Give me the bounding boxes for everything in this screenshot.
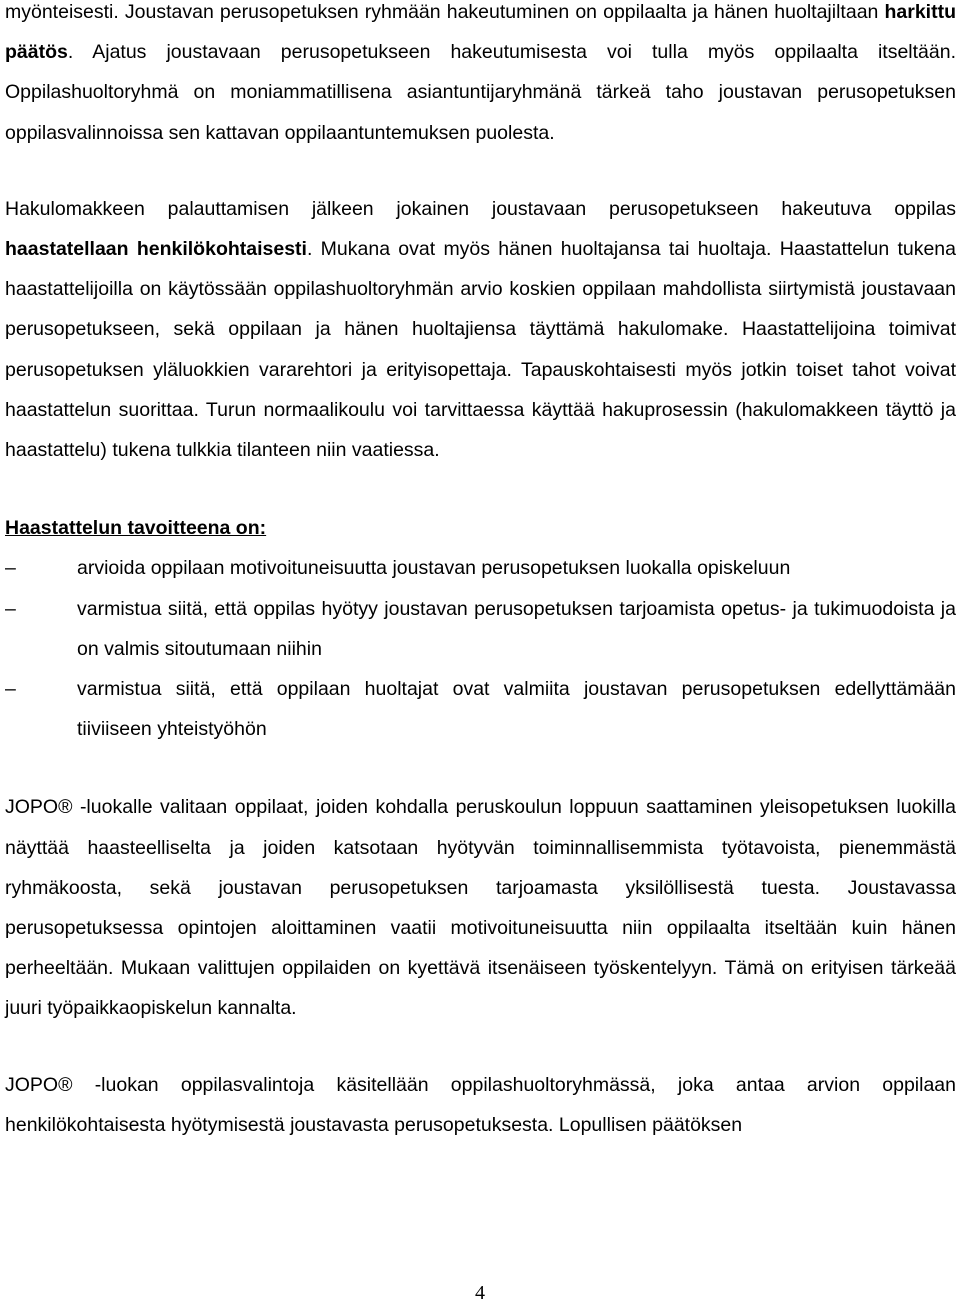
paragraph-selection-decision: [5, 0, 956, 153]
page-number: 4: [475, 1282, 485, 1304]
paragraph-spacer: [5, 749, 956, 787]
list-item-text: varmistua siitä, että oppilas hyötyy joustavan perusopetuksen tarjoamista opetus- ja tukimuodoista ja on valmis sitoutumaan niihin: [77, 597, 956, 660]
list-item: [5, 548, 956, 588]
text-run: . Ajatus joustavaan perusopetukseen hakeutumisesta voi tulla myös oppilaalta itseltään. Oppilashuoltoryhmä on moniammatillisena asiantuntijaryhmänä tärkeä taho joustavan perusopetuksen oppilasvalinnoissa sen kattavan oppilaantuntemuksen puolesta.: [5, 41, 956, 144]
paragraph-spacer: [5, 153, 956, 189]
text-run: myönteisesti. Joustavan perusopetuksen ryhmään hakeutuminen on oppilaalta ja hänen huoltajiltaan: [5, 1, 885, 23]
dash-bullet: –: [5, 557, 16, 580]
dash-bullet: –: [5, 597, 16, 620]
list-item: [5, 669, 956, 749]
paragraph-spacer: [5, 470, 956, 508]
paragraph-jopo-processing: JOPO® -luokan oppilasvalintoja käsitellään oppilashuoltoryhmässä, joka antaa arvion oppilaan henkilökohtaisesta hyötymisestä joustavasta perusopetuksesta. Lopullisen päätöksen: [5, 1073, 956, 1136]
goals-list: [5, 548, 956, 749]
paragraph-jopo-selection: JOPO® -luokalle valitaan oppilaat, joiden kohdalla peruskoulun loppuun saattaminen yleisopetuksen luokilla näyttää haasteelliselta ja joiden katsotaan hyötyvän toiminnallisemmista työtavoista, pienemmästä ryhmäkoosta, sekä joustavan perusopetuksen tarjoamasta yksilöllisestä tuesta. Joustavassa perusopetuksessa opintojen aloittaminen vaatii motivoituneisuutta niin oppilaalta itseltään kuin hänen perheeltään. Mukaan valittujen oppilaiden on kyettävä itsenäiseen työskentelyyn. Tämä on erityisen tärkeää juuri työpaikkaopiskelun kannalta.: [5, 796, 956, 1020]
text-run: . Mukana ovat myös hänen huoltajansa tai huoltaja. Haastattelun tukena haastattelijoilla on käytössään oppilashuoltoryhmän arvio koskien oppilaan mahdollista siirtymistä joustavaan perusopetukseen, sekä oppilaan ja hänen huoltajiensa täyttämä hakulomake. Haastattelijoina toimivat perusopetuksen yläluokkien vararehtori ja erityisopettaja. Tapauskohtaisesti myös jotkin toiset tahot voivat haastattelun suorittaa. Turun normaalikoulu voi tarvittaessa käyttää hakuprosessin (hakulomakkeen täyttö ja haastattelu) tukena tulkkia tilanteen niin vaatiessa.: [5, 238, 956, 462]
list-item: [5, 589, 956, 669]
paragraph-spacer: [5, 1029, 956, 1065]
text-run: Hakulomakkeen palauttamisen jälkeen jokainen joustavaan perusopetukseen hakeutuva oppilas: [5, 197, 956, 220]
goals-heading: Haastattelun tavoitteena on:: [5, 517, 267, 540]
list-item-text: varmistua siitä, että oppilaan huoltajat ovat valmiita joustavan perusopetuksen edellyttämään tiiviiseen yhteistyöhön: [77, 678, 956, 741]
bold-text: haastatellaan henkilökohtaisesti: [5, 238, 307, 261]
bold-text: harkittu päätös: [5, 1, 956, 64]
dash-bullet: –: [5, 678, 16, 701]
paragraph-interview: [5, 189, 956, 470]
list-item-text: arvioida oppilaan motivoituneisuutta joustavan perusopetuksen luokalla opiskeluun: [77, 557, 791, 580]
document-page: [5, 0, 956, 1145]
